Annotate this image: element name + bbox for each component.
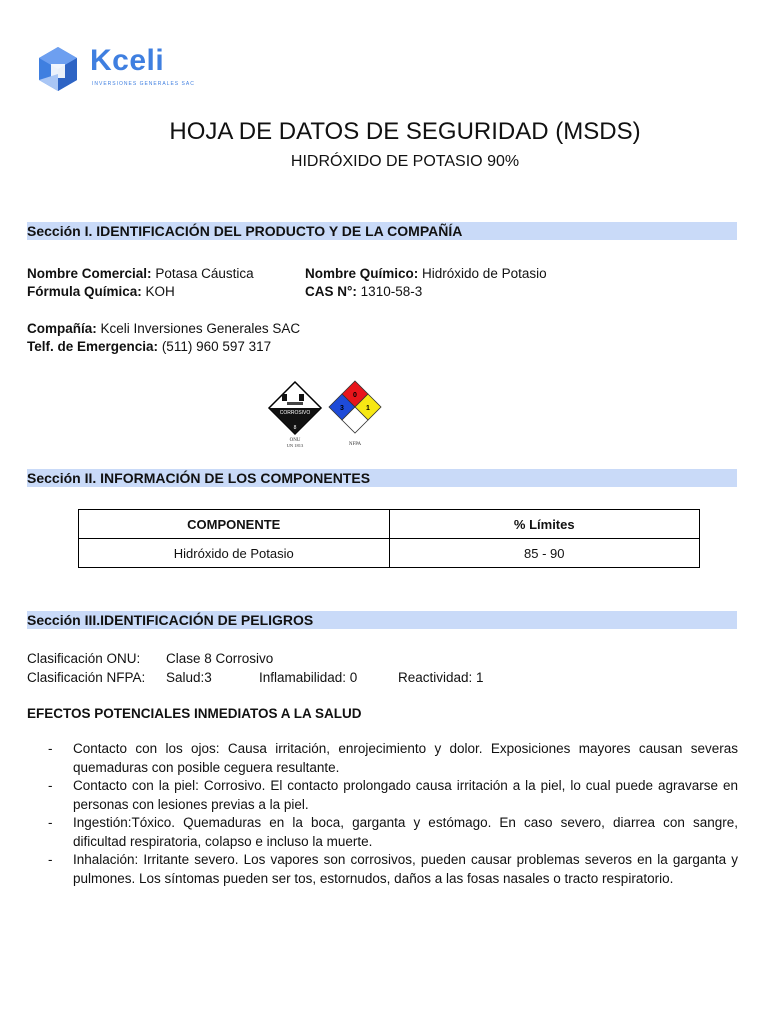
cas-label: CAS N°: — [305, 284, 357, 299]
column-header-limits: % Límites — [389, 510, 700, 539]
emergency-row — [27, 339, 271, 354]
logo-wordmark: Kceli — [90, 44, 165, 77]
emergency-label: Telf. de Emergencia: — [27, 339, 159, 354]
section-3-heading: Sección III.IDENTIFICACIÓN DE PELIGROS — [27, 611, 737, 629]
cas-row — [305, 284, 422, 299]
nfpa-reactivity-value: Reactividad: 1 — [398, 670, 484, 685]
nfpa-flammability-value: Inflamabilidad: 0 — [259, 670, 358, 685]
table-row — [79, 539, 700, 568]
section-1-heading: Sección I. IDENTIFICACIÓN DEL PRODUCTO Y DE LA COMPAÑÍA — [27, 222, 737, 240]
effect-skin: Contacto con la piel: Corrosivo. El contacto prolongado causa irritación a la piel, lo cual puede agravarse en personas con lesiones previas a la piel. — [73, 778, 738, 812]
list-item: - Ingestión:Tóxico. Quemaduras en la boca, garganta y estómago. En caso severo, diarrea con sangre, dificultad respiratoria, colapso e incluso la muerte. — [48, 815, 738, 849]
corrosive-class: 8 — [293, 425, 297, 431]
document-subtitle: HIDRÓXIDO DE POTASIO 90% — [290, 153, 520, 170]
column-header-component: COMPONENTE — [79, 510, 390, 539]
section-2-heading: Sección II. INFORMACIÓN DE LOS COMPONENTES — [27, 469, 737, 487]
effect-ingestion: Ingestión:Tóxico. Quemaduras en la boca, garganta y estómago. En caso severo, diarrea con sangre, dificultad respiratoria, colapso e incluso la muerte. — [73, 815, 738, 849]
formula-value: KOH — [145, 284, 175, 299]
corrosive-diamond-icon — [269, 382, 321, 448]
company-logo — [36, 44, 196, 94]
hazard-pictograms — [265, 378, 390, 450]
onu-classification-label: Clasificación ONU: — [27, 651, 141, 666]
logo-tagline: INVERSIONES GENERALES SAC — [92, 81, 195, 87]
table-cell-component: Hidróxido de Potasio — [79, 539, 390, 568]
company-value: Kceli Inversiones Generales SAC — [100, 321, 301, 336]
cas-value: 1310-58-3 — [360, 284, 423, 299]
effect-eyes: Contacto con los ojos: Causa irritación, enrojecimiento y dolor. Exposiciones mayores causan severas quemaduras con posible ceguera resultante. — [73, 741, 738, 775]
table-cell-limits: 85 - 90 — [389, 539, 700, 568]
nfpa-health: 3 — [340, 405, 344, 412]
list-item: - Contacto con los ojos: Causa irritación, enrojecimiento y dolor. Exposiciones mayores causan severas quemaduras con posible ceguera resultante. — [48, 741, 738, 775]
chemical-name-label: Nombre Químico: — [305, 266, 419, 281]
commercial-name-row — [27, 266, 254, 281]
nfpa-reactivity: 1 — [366, 405, 370, 412]
list-item: - Inhalación: Irritante severo. Los vapores son corrosivos, pueden causar problemas severos en la garganta y pulmones. Los síntomas pueden ser tos, estornudos, daños a las fosas nasales o tracto respiratorio. — [48, 852, 738, 886]
health-effects-title: EFECTOS POTENCIALES INMEDIATOS A LA SALUD — [27, 706, 362, 721]
nfpa-diamond-icon — [329, 381, 381, 447]
components-table — [78, 509, 700, 568]
formula-row — [27, 284, 175, 299]
nfpa-classification-label: Clasificación NFPA: — [27, 670, 146, 685]
effect-inhalation: Inhalación: Irritante severo. Los vapores son corrosivos, pueden causar problemas severos en la garganta y pulmones. Los síntomas pueden ser tos, estornudos, daños a las fosas nasales o tracto respiratorio. — [73, 852, 738, 886]
cube-logo-icon — [36, 44, 80, 94]
nfpa-caption: NFPA — [348, 442, 362, 447]
chemical-name-row — [305, 266, 547, 281]
list-item: - Contacto con la piel: Corrosivo. El contacto prolongado causa irritación a la piel, lo cual puede agravarse en personas con lesiones previas a la piel. — [48, 778, 738, 812]
hazard-pictograms-graphic — [265, 378, 390, 450]
nfpa-health-value: Salud:3 — [166, 670, 212, 685]
company-label: Compañía: — [27, 321, 97, 336]
chemical-name-value: Hidróxido de Potasio — [422, 266, 547, 281]
table-header-row — [79, 510, 700, 539]
commercial-name-value: Potasa Cáustica — [155, 266, 254, 281]
onu-caption: ONU — [289, 438, 301, 443]
formula-label: Fórmula Química: — [27, 284, 142, 299]
health-effects-list — [27, 740, 738, 888]
commercial-name-label: Nombre Comercial: — [27, 266, 152, 281]
corrosive-label: CORROSIVO — [279, 410, 311, 416]
nfpa-flammability: 0 — [353, 392, 357, 399]
company-row — [27, 321, 300, 336]
onu-number: UN 1813 — [286, 443, 304, 448]
document-title: HOJA DE DATOS DE SEGURIDAD (MSDS) — [169, 118, 641, 145]
onu-classification-value: Clase 8 Corrosivo — [166, 651, 274, 666]
emergency-value: (511) 960 597 317 — [161, 339, 272, 354]
